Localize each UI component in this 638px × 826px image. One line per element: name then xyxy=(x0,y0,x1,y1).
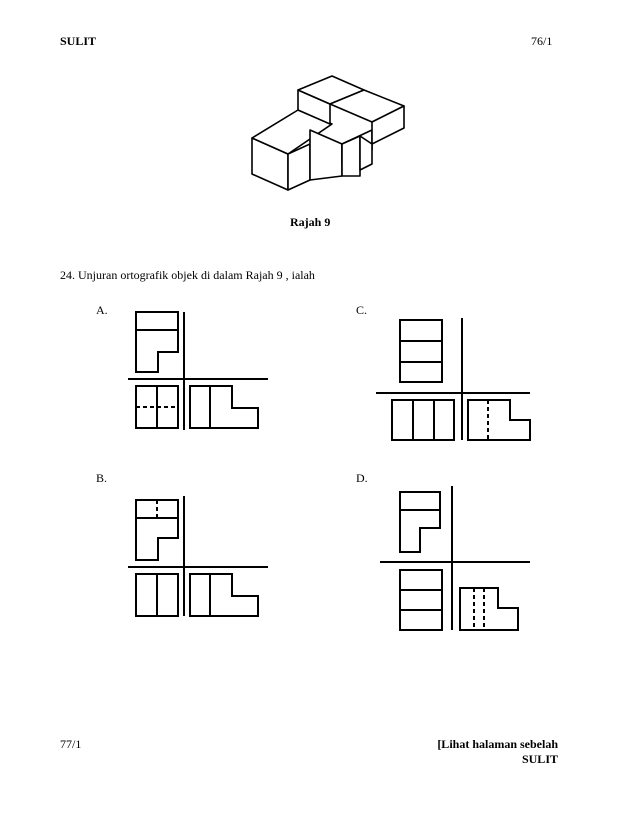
figure-caption: Rajah 9 xyxy=(290,215,331,229)
option-d-label[interactable]: D. xyxy=(356,471,368,485)
footer-code: 77/1 xyxy=(60,737,82,751)
option-a-label[interactable]: A. xyxy=(96,303,108,317)
footer-sulit: SULIT xyxy=(521,752,558,766)
question-text: 24. Unjuran ortografik objek di dalam Rajah 9 , ialah xyxy=(60,268,315,282)
option-c-label[interactable]: C. xyxy=(356,303,368,317)
option-b-label[interactable]: B. xyxy=(96,471,108,485)
header-code: 76/1 xyxy=(531,34,553,48)
header-sulit: SULIT xyxy=(60,34,97,48)
footer-next-page: [Lihat halaman sebelah xyxy=(437,737,558,751)
